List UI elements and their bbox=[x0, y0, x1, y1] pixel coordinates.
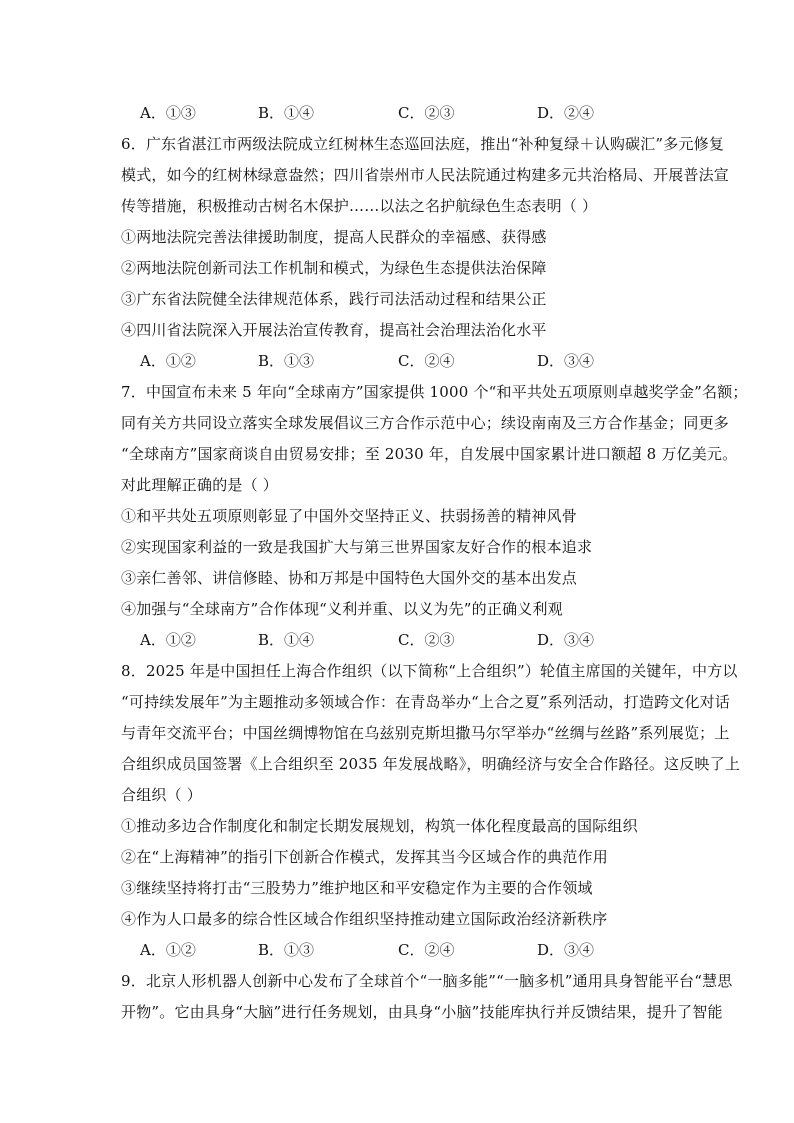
question-8-statement-4: ④作为人口最多的综合性区域合作组织坚持推动建立国际政治经济新秩序 bbox=[121, 910, 608, 928]
question-7-statement-1: ①和平共处五项原则彰显了中国外交坚持正义、扶弱扬善的精神风骨 bbox=[121, 507, 578, 525]
question-9-stem-line: 9．北京人形机器人创新中心发布了全球首个“一脑多能”“一脑多机”通用具身智能平台“慧思 bbox=[121, 972, 733, 990]
question-6-stem-line: 6．广东省湛江市两级法院成立红树林生态巡回法庭，推出“补种复绿＋认购碳汇”多元修复 bbox=[121, 135, 725, 153]
question-8-stem-line: 合组织成员国签署《上合组织至 2035 年发展战略》，明确经济与安全合作路径。这反映了上 bbox=[121, 755, 741, 773]
option-d: D．②④ bbox=[537, 104, 595, 122]
question-9-stem-line: 开物”。它由具身“大脑”进行任务规划，由具身“小脑”技能库执行并反馈结果，提升了智能 bbox=[121, 1003, 723, 1021]
option-d: D．③④ bbox=[537, 352, 595, 370]
question-7-statement-3: ③亲仁善邻、讲信修睦、协和万邦是中国特色大国外交的基本出发点 bbox=[121, 569, 578, 587]
option-a: A．①② bbox=[140, 631, 196, 649]
option-c: C．②③ bbox=[398, 104, 455, 122]
question-7-stem-line: 7．中国宣布未来 5 年向“全球南方”国家提供 1000 个“和平共处五项原则卓越奖学金”名额； bbox=[121, 383, 748, 401]
option-c: C．②③ bbox=[398, 631, 455, 649]
option-d: D．③④ bbox=[537, 941, 595, 959]
option-c: C．②④ bbox=[398, 941, 455, 959]
option-b: B．①③ bbox=[258, 352, 315, 370]
option-a: A．①② bbox=[140, 941, 196, 959]
option-a: A．①② bbox=[140, 352, 196, 370]
question-6-stem-line: 传等措施，积极推动古树名木保护……以法之名护航绿色生态表明（ ） bbox=[121, 197, 598, 215]
question-6-statement-2: ②两地法院创新司法工作机制和模式，为绿色生态提供法治保障 bbox=[121, 259, 547, 277]
option-b: B．①④ bbox=[258, 631, 315, 649]
question-8-statement-1: ①推动多边合作制度化和制定长期发展规划，构筑一体化程度最高的国际组织 bbox=[121, 817, 638, 835]
question-7-stem-line: 同有关方共同设立落实全球发展倡议三方合作示范中心；续设南南及三方合作基金；同更多 bbox=[121, 414, 730, 432]
question-6-statement-3: ③广东省法院健全法律规范体系，践行司法活动过程和结果公正 bbox=[121, 290, 547, 308]
option-c: C．②④ bbox=[398, 352, 455, 370]
option-b: B．①④ bbox=[258, 104, 315, 122]
question-7-stem-line: 对此理解正确的是（ ） bbox=[121, 476, 278, 494]
question-6-statement-1: ①两地法院完善法律援助制度，提高人民群众的幸福感、获得感 bbox=[121, 228, 547, 246]
option-a: A．①③ bbox=[140, 104, 196, 122]
question-8-stem-line: 8．2025 年是中国担任上海合作组织（以下简称“上合组织”）轮值主席国的关键年，中方以 bbox=[121, 662, 738, 680]
question-6-stem-line: 模式，如今的红树林绿意盎然；四川省崇州市人民法院通过构建多元共治格局、开展普法宣 bbox=[121, 166, 730, 184]
question-7-statement-2: ②实现国家利益的一致是我国扩大与第三世界国家友好合作的根本追求 bbox=[121, 538, 593, 556]
option-b: B．①③ bbox=[258, 941, 315, 959]
question-8-statement-3: ③继续坚持将打击“三股势力”维护地区和平安稳定作为主要的合作领域 bbox=[121, 879, 593, 897]
option-d: D．③④ bbox=[537, 631, 595, 649]
question-7-statement-4: ④加强与“全球南方”合作体现“义利并重、以义为先”的正确义利观 bbox=[121, 600, 563, 618]
question-6-statement-4: ④四川省法院深入开展法治宣传教育，提高社会治理法治化水平 bbox=[121, 321, 547, 339]
question-8-statement-2: ②在“上海精神”的指引下创新合作模式，发挥其当今区域合作的典范作用 bbox=[121, 848, 608, 866]
question-8-stem-line: 合组织（ ） bbox=[121, 786, 202, 804]
question-8-stem-line: 与青年交流平台；中国丝绸博物馆在乌兹别克斯坦撒马尔罕举办“丝绸与丝路”系列展览；上 bbox=[121, 724, 730, 742]
question-8-stem-line: “可持续发展年”为主题推动多领域合作：在青岛举办“上合之夏”系列活动，打造跨文化对话 bbox=[121, 693, 731, 711]
question-7-stem-line: “全球南方”国家商谈自由贸易安排；至 2030 年，自发展中国家累计进口额超 8 万亿美元。 bbox=[121, 445, 738, 463]
